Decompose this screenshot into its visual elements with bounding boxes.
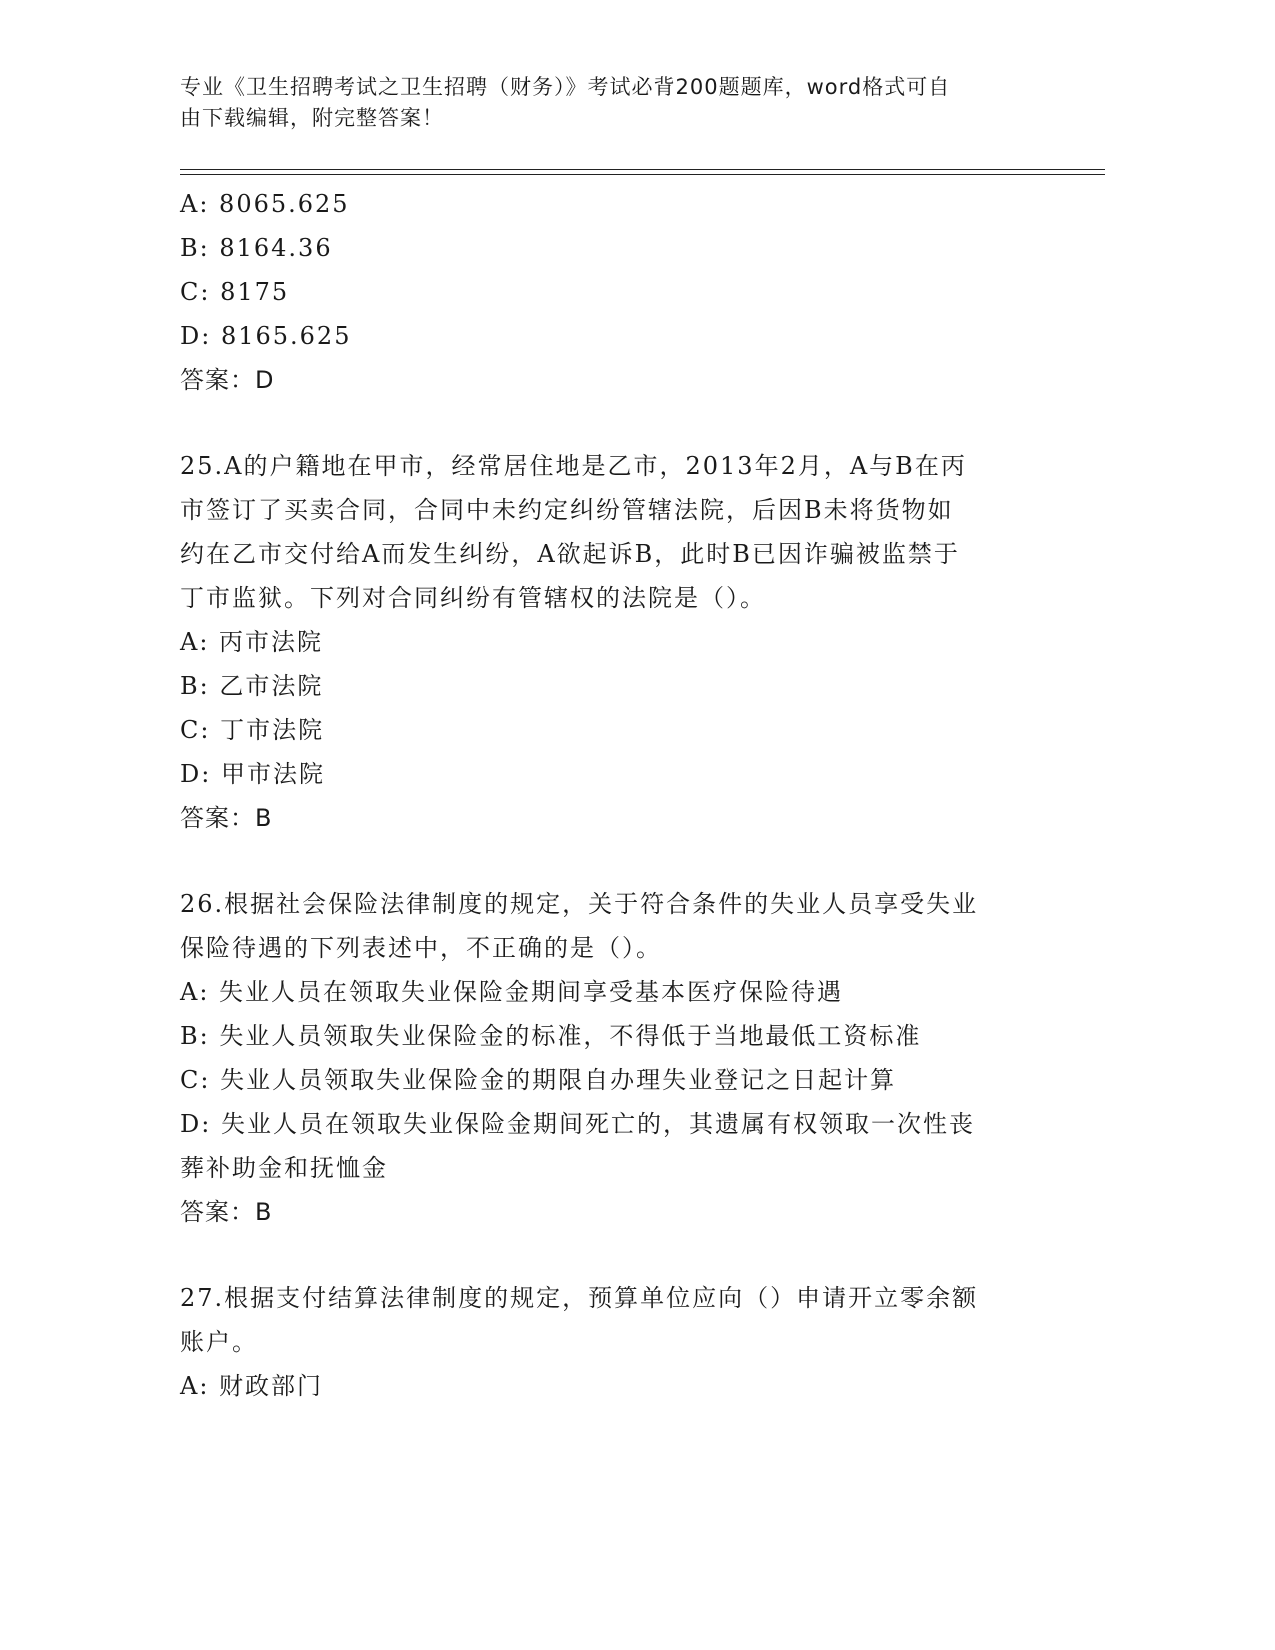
question-text-line: 27.根据支付结算法律制度的规定，预算单位应向（）申请开立零余额 <box>180 1284 979 1312</box>
option-a: A: 丙市法院 <box>180 628 324 656</box>
option-b: B: 乙市法院 <box>180 672 324 700</box>
header-line-2: 由下载编辑，附完整答案！ <box>180 106 444 130</box>
option-d: D: 甲市法院 <box>180 760 325 788</box>
option-c: C: 丁市法院 <box>180 716 325 744</box>
header-line-1: 专业《卫生招聘考试之卫生招聘（财务）》考试必背200题题库，word格式可自 <box>180 75 951 99</box>
option-d: D: 8165.625 <box>180 322 352 350</box>
question-text-line: 保险待遇的下列表述中，不正确的是（）。 <box>180 934 662 962</box>
question-27 <box>180 1276 1030 1408</box>
question-26 <box>180 882 1030 1234</box>
question-25 <box>180 444 1030 840</box>
question-text-line: 25.A的户籍地在甲市，经常居住地是乙市，2013年2月，A与B在丙 <box>180 452 967 480</box>
question-text-line: 约在乙市交付给A而发生纠纷，A欲起诉B，此时B已因诈骗被监禁于 <box>180 540 960 568</box>
option-b: B: 8164.36 <box>180 234 333 262</box>
question-text-line: 丁市监狱。下列对合同纠纷有管辖权的法院是（）。 <box>180 584 766 612</box>
option-b: B: 失业人员领取失业保险金的标准，不得低于当地最低工资标准 <box>180 1022 922 1050</box>
question-text-line: 26.根据社会保险法律制度的规定，关于符合条件的失业人员享受失业 <box>180 890 979 918</box>
option-c: C: 8175 <box>180 278 290 306</box>
option-a: A: 失业人员在领取失业保险金期间享受基本医疗保险待遇 <box>180 978 844 1006</box>
header-divider-top <box>180 169 1105 170</box>
question-24 <box>180 182 1030 402</box>
answer: 答案：B <box>180 1198 273 1226</box>
document-body <box>180 182 1030 1408</box>
header-divider-bottom <box>180 174 1105 175</box>
question-text-line: 账户。 <box>180 1328 258 1356</box>
option-a: A: 8065.625 <box>180 190 350 218</box>
question-text-line: 市签订了买卖合同，合同中未约定纠纷管辖法院，后因B未将货物如 <box>180 496 954 524</box>
option-a: A: 财政部门 <box>180 1372 324 1400</box>
answer: 答案：B <box>180 804 273 832</box>
option-d-continued: 葬补助金和抚恤金 <box>180 1154 388 1182</box>
answer: 答案：D <box>180 366 275 394</box>
option-d: D: 失业人员在领取失业保险金期间死亡的，其遗属有权领取一次性丧 <box>180 1110 975 1138</box>
option-c: C: 失业人员领取失业保险金的期限自办理失业登记之日起计算 <box>180 1066 897 1094</box>
document-header <box>180 72 1040 134</box>
